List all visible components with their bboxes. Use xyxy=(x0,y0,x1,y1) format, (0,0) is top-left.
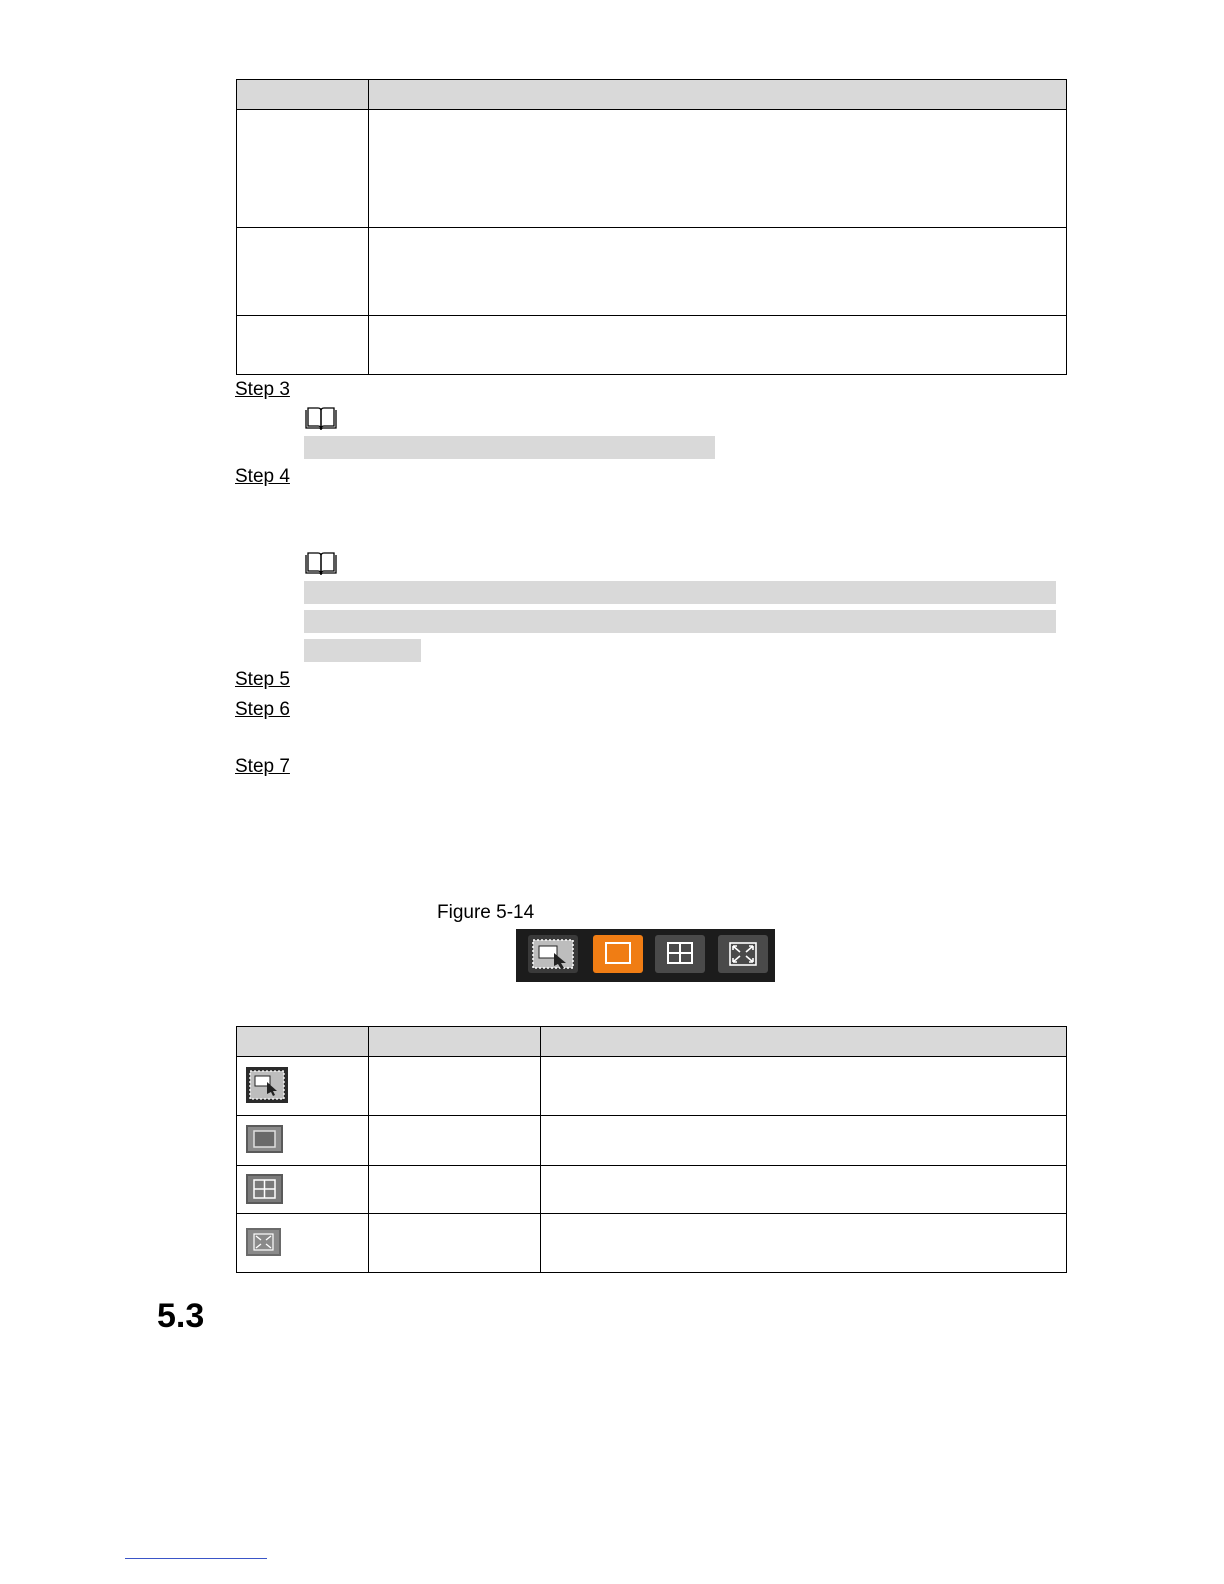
table-row-cell xyxy=(368,227,1067,316)
table-row-cell xyxy=(236,315,370,375)
table-row-cell xyxy=(540,1213,1067,1273)
table-row-cell xyxy=(368,1056,542,1116)
table-row-cell xyxy=(540,1115,1067,1166)
table-header-cell xyxy=(236,79,370,110)
footer-link-underline[interactable] xyxy=(125,1558,267,1559)
table-header-cell xyxy=(236,1026,370,1057)
note-text-bar xyxy=(304,436,715,459)
note-text-bar xyxy=(304,610,1056,633)
four-split-icon xyxy=(246,1174,283,1204)
step-3-label: Step 3 xyxy=(235,379,290,400)
note-text-bar xyxy=(304,639,421,662)
step-5-label: Step 5 xyxy=(235,669,290,690)
step-4-label: Step 4 xyxy=(235,466,290,487)
figure-caption: Figure 5-14 xyxy=(437,902,535,923)
table-row-cell xyxy=(368,109,1067,228)
single-screen-icon xyxy=(246,1125,283,1153)
table-row-cell xyxy=(368,1165,542,1214)
four-split-button[interactable] xyxy=(655,935,705,973)
table-row-cell xyxy=(236,109,370,228)
table-header-cell xyxy=(540,1026,1067,1057)
step-6-label: Step 6 xyxy=(235,699,290,720)
note-book-icon xyxy=(304,406,338,432)
single-screen-icon xyxy=(593,935,643,973)
table-row-cell xyxy=(368,315,1067,375)
select-region-button[interactable] xyxy=(528,935,578,973)
table-header-cell xyxy=(368,79,1067,110)
note-text-bar xyxy=(304,581,1056,604)
full-screen-icon xyxy=(246,1228,281,1256)
table-row-cell xyxy=(368,1115,542,1166)
note-book-icon xyxy=(304,551,338,577)
single-screen-button[interactable] xyxy=(593,935,643,973)
table-header-cell xyxy=(368,1026,542,1057)
select-region-icon xyxy=(246,1067,288,1103)
table-row-cell xyxy=(236,227,370,316)
full-screen-icon xyxy=(718,935,768,973)
table-row-cell xyxy=(540,1165,1067,1214)
step-7-label: Step 7 xyxy=(235,756,290,777)
view-toolbar xyxy=(516,929,775,982)
table-row-cell xyxy=(368,1213,542,1273)
section-number: 5.3 xyxy=(157,1297,205,1335)
four-split-icon xyxy=(655,935,705,973)
table-row-cell xyxy=(540,1056,1067,1116)
select-region-icon xyxy=(528,935,578,973)
full-screen-button[interactable] xyxy=(718,935,768,973)
